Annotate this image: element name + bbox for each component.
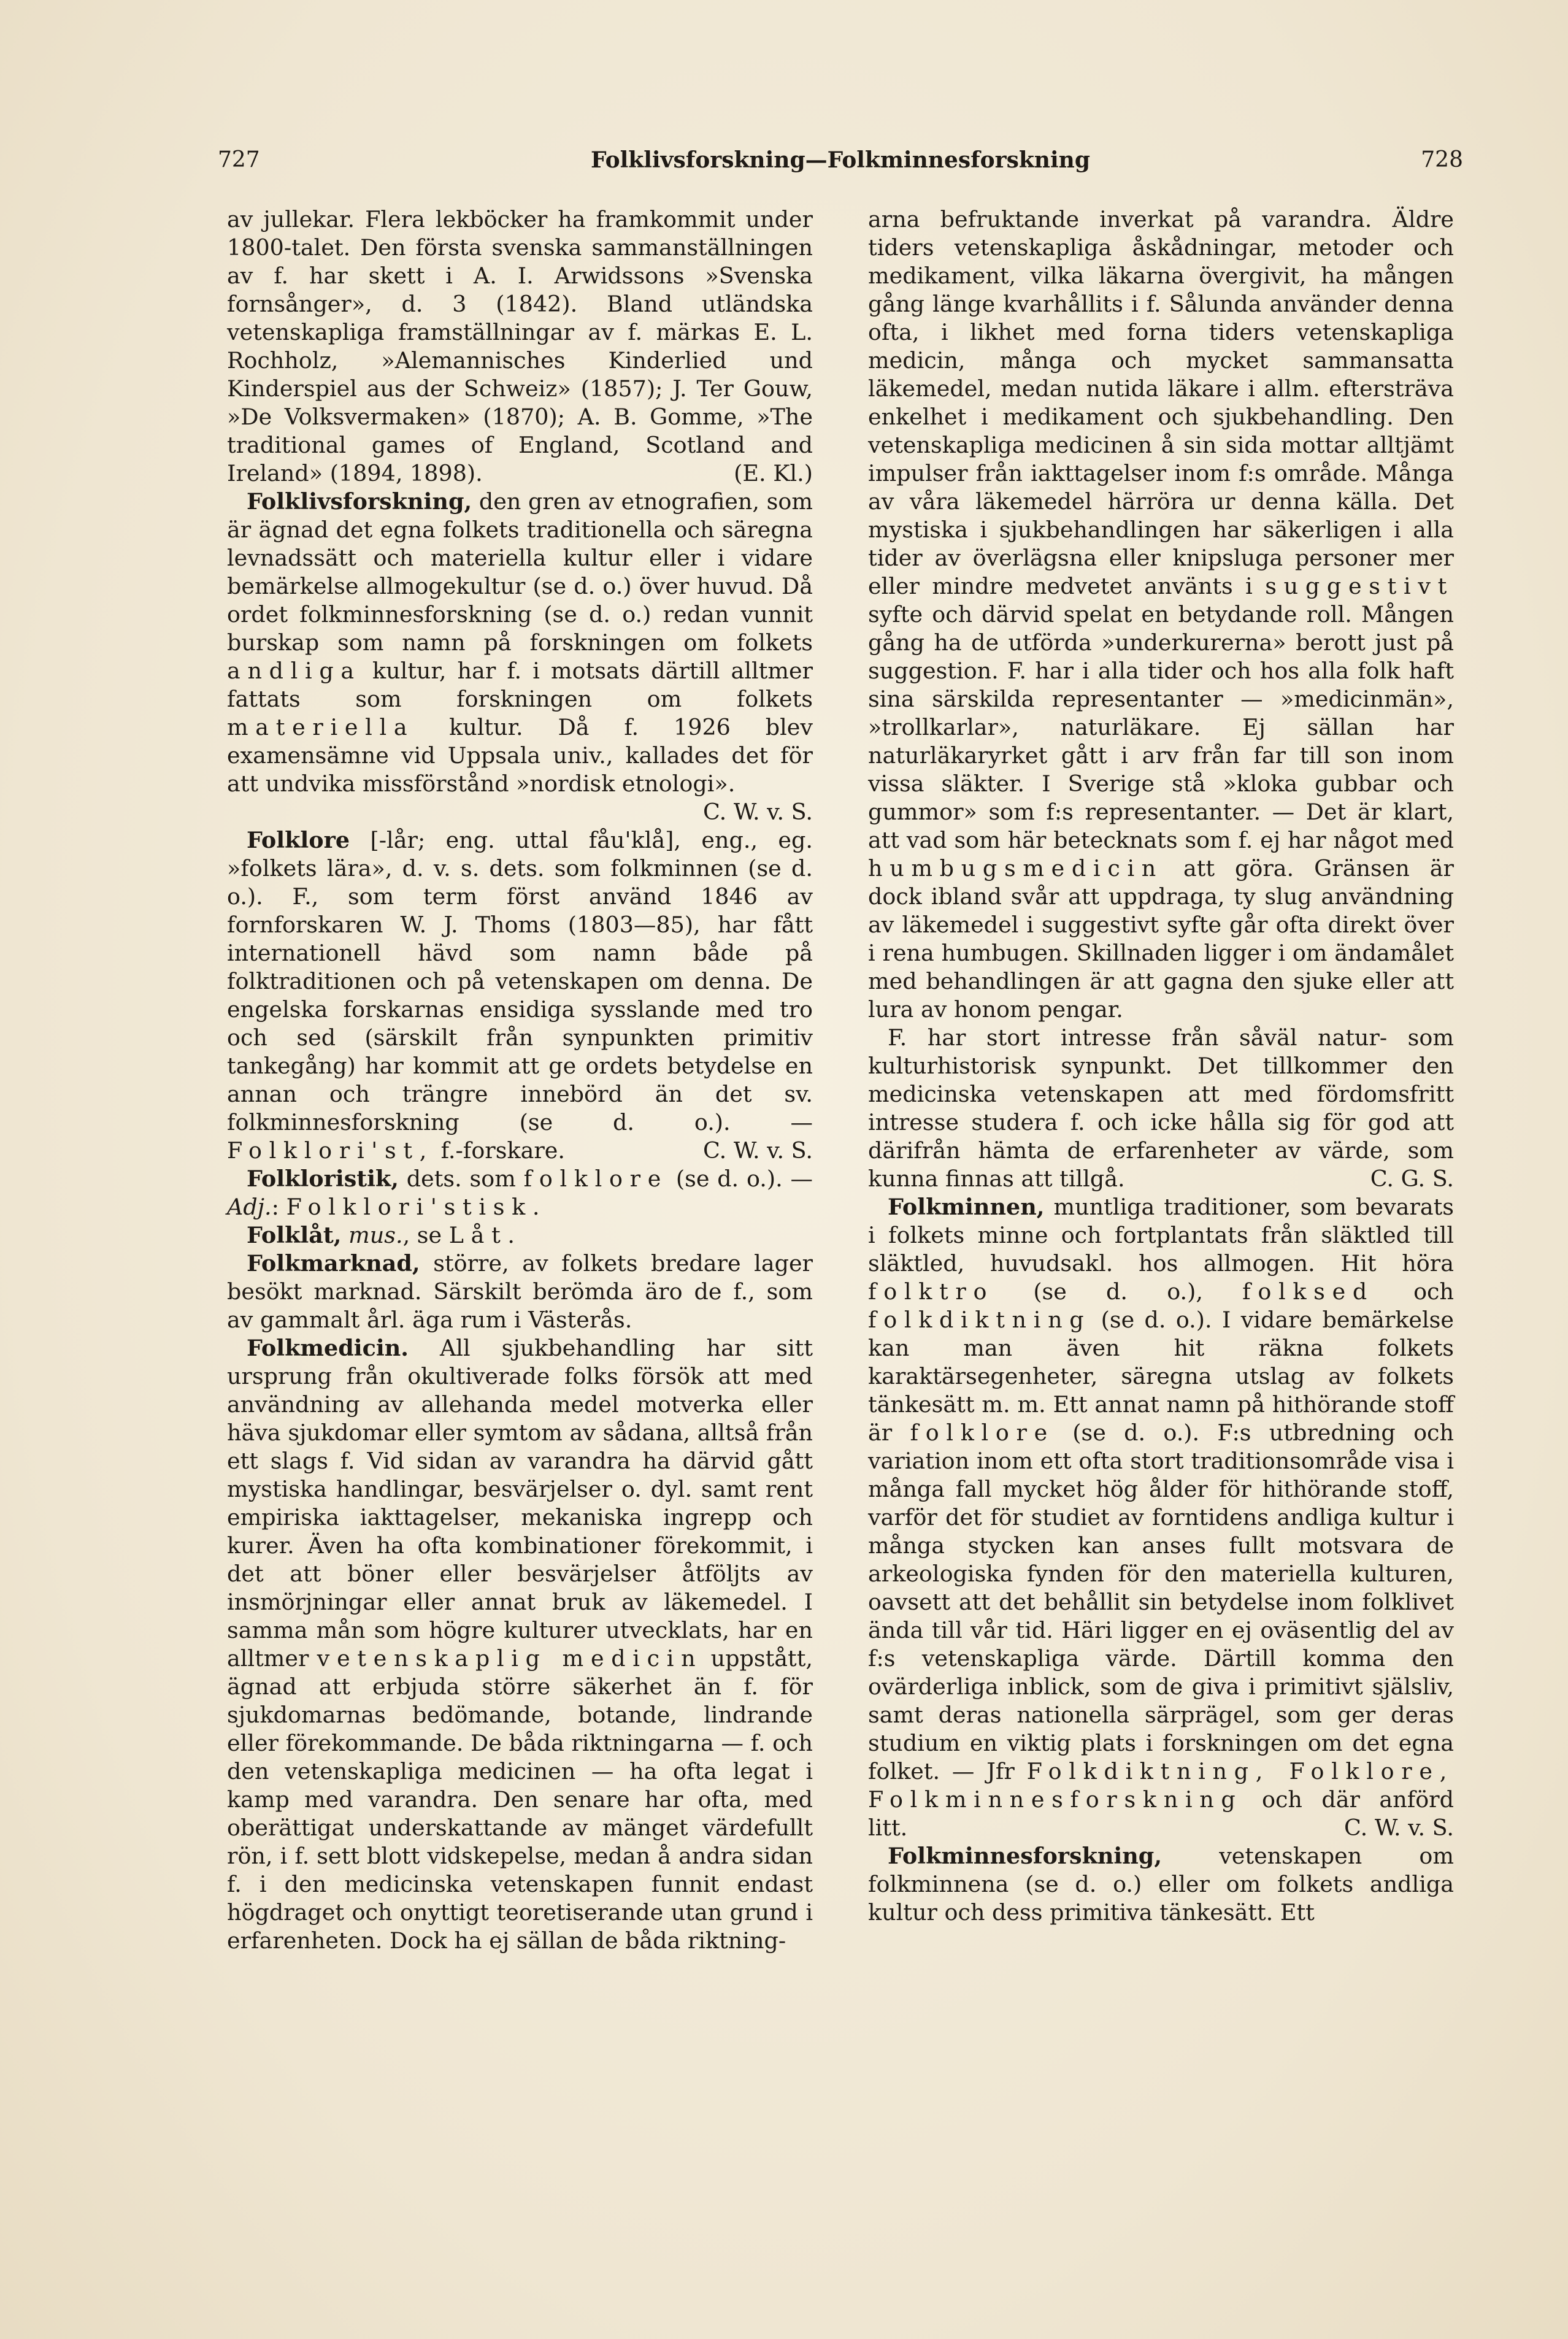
page-number-right: 728 <box>1421 147 1463 172</box>
entry-text: att göra. Gränsen är dock ibland svår att uppdraga, ty slug användning av läkemedel i suggestivt syfte går ofta direkt över i rena humbugen. Skillnaden ligger i om ändamålet med behandlingen är att gagna den sjuke eller att lura av honom pengar. <box>868 855 1454 1023</box>
entry-text: vetenskapen om folkminnena (se d. o.) eller om folkets andliga kultur och dess primitiva tänkesätt. Ett <box>868 1843 1454 1926</box>
spaced-term: andliga <box>227 658 361 684</box>
paragraph-text: av jullekar. Flera lekböcker ha framkommit under 1800-talet. Den första svenska sammanställningen av f. har skett i A. I. Arwidssons »Svenska fornsånger», d. 3 (1842). Bland utländska vetenskapliga framställningar av f. märkas E. L. Rochholz, »Alemannisches Kinderlied und Kinderspiel aus der Schweiz» (1857); J. Ter Gouw, »De Volksvermaken» (1870); A. B. Gomme, »The traditional games of England, Scotland and Ireland» (1894, 1898). <box>227 206 813 486</box>
entry-text: [-lår; eng. uttal fåu'klå], eng., eg. »folkets lära», d. v. s. dets. som folkminnen (se d. o.). F., som term först använd 1846 av fornforskaren W. J. Thoms (1803—85), har fått internationell hävd som namn både på folktraditionen och på vetenskapen om denna. De engelska forskarnas ensidiga sysslande med tro och sed (särskilt från synpunkten primitiv tankegång) har kommit att ge ordets betydelse en annan och trängre innebörd än det sv. folkminnesforskning (se d. o.). — <box>227 827 813 1135</box>
entry-folkmedicin-paragraph <box>868 1024 1454 1193</box>
entry-text: den gren av etnografien, som är ägnad det egna folkets traditionella och säregna levnadssätt och materiella kultur eller i vidare bemärkelse allmogekultur (se d. o.) över huvud. Då ordet folkminnesforskning (se d. o.) redan vunnit burskap som namn på forskningen om folkets <box>227 488 813 656</box>
headword: Folkminnen, <box>888 1194 1045 1220</box>
right-column <box>868 205 1454 1927</box>
entry-text: (se d. o.). F:s utbredning och variation inom ett ofta stort traditionsområde visa i många fall mycket hög ålder för hithörande stoff, varför det för studiet av forntidens andliga kultur i många stycken kan anses fullt motsvara de arkeologiska fynden för den materiella kulturen, oavsett att det behållit sin betydelse inom folklivet ända till vår tid. Häri ligger en ej oväsentlig del av f:s vetenskapliga värde. Därtill komma den ovärderliga inblick, som de giva i primitivt själsliv, samt deras nationella särprägel, som ger deras studium en viktig plats i forskningen om det egna folket. — Jfr <box>868 1419 1455 1784</box>
headword: Folkloristik, <box>247 1166 399 1192</box>
spaced-term: folklore <box>523 1166 669 1192</box>
entry-folkmedicin <box>227 1334 813 1955</box>
spaced-term: Folklori'st, <box>227 1137 434 1164</box>
italic-term: Adj. <box>227 1194 272 1220</box>
spaced-term: materiella <box>227 714 415 740</box>
headword: Folkmarknad, <box>247 1250 420 1277</box>
entry-folkminnesforskning <box>868 1842 1454 1927</box>
entry-text: dets. som <box>399 1166 524 1192</box>
entry-text: F. har stort intresse från såväl natur- som kulturhistorisk synpunkt. Det tillkommer den medicinska vetenskapen att med fördomsfritt intresse studera f. och icke hålla sig för god att därifrån hämta de erfarenheter av värde, som kunna finnas att tillgå. <box>868 1024 1454 1192</box>
entry-text: : <box>271 1194 286 1220</box>
headword: Folklore <box>247 827 350 853</box>
entry-text: , se <box>402 1222 449 1248</box>
spaced-term: humbugsmedicin <box>868 855 1163 881</box>
entry-folkloristik <box>227 1165 813 1221</box>
running-head <box>218 147 1463 184</box>
spaced-term: folksed <box>1242 1278 1374 1305</box>
headword: Folklåt, <box>247 1222 342 1248</box>
entry-folklat <box>227 1221 813 1250</box>
spaced-term: suggestivt <box>1265 573 1454 599</box>
entry-text: (se d. o.), <box>994 1278 1243 1305</box>
entry-text: kultur. Då f. 1926 blev examensämne vid Uppsala univ., kallades det för att undvika missförstånd »nordisk etnologi». <box>227 714 813 797</box>
spaced-term: Låt. <box>448 1222 522 1248</box>
entry-text: (se d. o.). I vidare bemärkelse kan man även hit räkna folkets karaktärsegenheter, säregna utslag av folkets tänkesätt m. m. Ett annat namn på hithörande stoff är <box>868 1307 1454 1446</box>
page-number-left: 727 <box>218 147 260 172</box>
entry-text: arna befruktande inverkat på varandra. Äldre tiders vetenskapliga åskådningar, metoder och medikament, vilka läkarna övergivit, ha mången gång länge kvarhållits i f. Sålunda använder denna ofta, i likhet med forna tiders vetenskapliga medicin, många och mycket sammansatta läkemedel, medan nutida läkare i allm. eftersträva enkelhet i medikament och sjukbehandling. Den vetenskapliga medicinen å sin sida mottar alltjämt impulser från iakttagelser inom f:s område. Många av våra läkemedel härröra ur denna källa. Det mystiska i sjukbehandlingen har säkerligen i alla tider av överlägsna eller knipsluga personer mer eller mindre medvetet använts i <box>868 206 1454 599</box>
entry-text: kultur, har f. i motsats därtill alltmer fattats som forskningen om folkets <box>227 658 813 712</box>
entry-folkmedicin-continued <box>868 205 1454 1024</box>
spaced-term: folklore <box>910 1419 1055 1446</box>
entry-folklek-continued <box>227 205 813 488</box>
entry-folkminnen <box>868 1193 1454 1842</box>
signature: C. G. S. <box>1370 1166 1454 1192</box>
spaced-term: folkdiktning <box>868 1307 1091 1333</box>
entry-text: syfte och därvid spelat en betydande roll. Mången gång ha de utförda »underkurerna» berott just på suggestion. F. har i alla tider och hos alla folk haft sina särskilda representanter — »medicinmän», »trollkarlar», naturläkare. Ej sällan har naturläkaryrket gått i arv från far till son inom vissa släkter. I Sverige stå »kloka gubbar och gummor» som f:s representanter. — Det är klart, att vad som här betecknats som f. ej har något med <box>868 601 1454 853</box>
entry-folkmarknad <box>227 1250 813 1334</box>
entry-text: All sjukbehandling har sitt ursprung från okultiverade folks försök att med användning av allehanda medel motverka eller häva sjukdomar eller symtom av sådana, alltså från ett slags f. Vid sidan av varandra ha därvid gått mystiska handlingar, besvärjelser o. dyl. samt rent empiriska iakttagelser, mekaniska ingrepp och kurer. Även ha ofta kombinationer förekommit, i det att böner eller besvärjelser åtföljts av insmörjningar eller annat bruk av läkemedel. I samma mån som högre kulturer utvecklats, har en alltmer <box>227 1335 813 1672</box>
entry-text: och <box>1374 1278 1454 1305</box>
headword: Folklivsforskning, <box>247 488 472 515</box>
headword: Folkmedicin. <box>247 1335 409 1361</box>
signature: C. W. v. S. <box>1344 1815 1454 1841</box>
signature: C. W. v. S. <box>703 799 813 825</box>
headword: Folkminnesforskning, <box>888 1843 1163 1869</box>
entry-text: större, av folkets bredare lager besökt marknad. Särskilt berömda äro de f., som av gammalt årl. äga rum i Västerås. <box>227 1250 813 1333</box>
left-column <box>227 205 813 1955</box>
running-title: Folklivsforskning—Folkminnesforskning <box>590 147 1090 173</box>
entry-folklore <box>227 826 813 1165</box>
spaced-term: vetenskaplig medicin <box>317 1645 703 1672</box>
signature: (E. Kl.) <box>734 460 813 486</box>
entry-text: f.-forskare. <box>434 1137 566 1164</box>
signature: C. W. v. S. <box>703 1137 813 1164</box>
entry-text: uppstått, ägnad att erbjuda större säkerhet än f. för sjukdomarnas bedömande, botande, lindrande eller förekommande. De båda riktningarna — f. och den vetenskapliga medicinen — ha ofta legat i kamp med varandra. Den senare har ofta, med oberättigat underskattande av mänget värdefullt rön, i f. sett blott vidskepelse, medan å andra sidan f. i den medicinska vetenskapen funnit endast högdraget och onyttigt teoretiserande utan grund i erfarenheten. Dock ha ej sällan de båda riktning- <box>227 1645 813 1954</box>
entry-text: (se d. o.). — <box>668 1166 813 1192</box>
italic-term: mus. <box>341 1222 403 1248</box>
spaced-term: Folkdiktning, Folklore, Folkminnesforskning <box>868 1758 1454 1813</box>
entry-folklivsforskning <box>227 488 813 826</box>
spaced-term: Folklori'stisk. <box>286 1194 547 1220</box>
entry-text: muntliga traditioner, som bevarats i folkets minne och fortplantats från släktled till släktled, huvudsakl. hos allmogen. Hit höra <box>868 1194 1454 1277</box>
entry-text: och där anförd litt. <box>868 1786 1454 1841</box>
spaced-term: folktro <box>868 1278 994 1305</box>
